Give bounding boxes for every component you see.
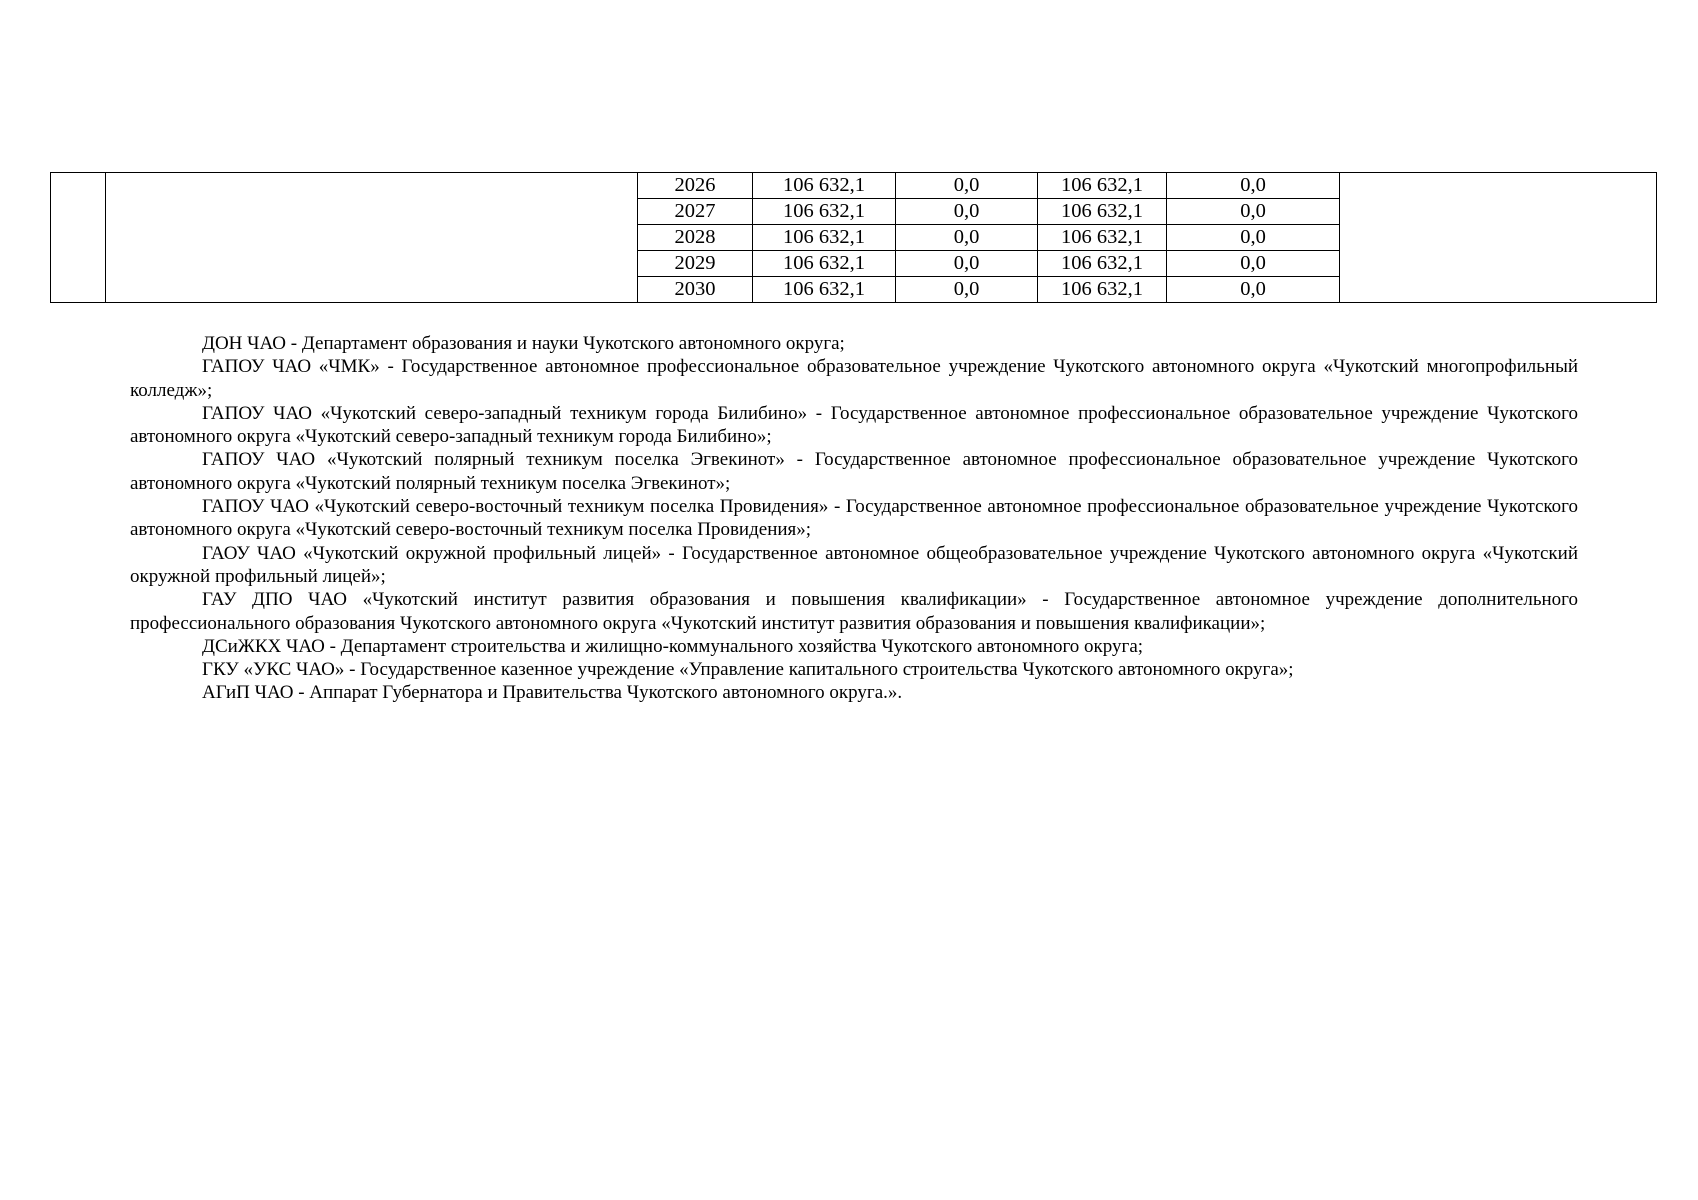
value-cell: 0,0 [896, 225, 1038, 251]
year-cell: 2030 [638, 277, 753, 303]
year-cell: 2028 [638, 225, 753, 251]
value-cell: 0,0 [1167, 225, 1340, 251]
total-cell: 106 632,1 [753, 225, 896, 251]
value-cell: 0,0 [1167, 251, 1340, 277]
value-cell: 0,0 [896, 277, 1038, 303]
total-cell: 106 632,1 [753, 251, 896, 277]
value-cell: 0,0 [896, 199, 1038, 225]
legend-item: ГАПОУ ЧАО «Чукотский северо-восточный техникум поселка Провидения» - Государственное автономное профессиональное образовательное учреждение Чукотского автономного округа «Чукотский северо-восточный техникум поселка Провидения»; [130, 496, 1578, 541]
table-row [51, 173, 1657, 199]
value-cell: 0,0 [1167, 277, 1340, 303]
legend-item: АГиП ЧАО - Аппарат Губернатора и Правительства Чукотского автономного округа.». [202, 682, 903, 704]
name-cell [106, 173, 638, 303]
value-cell: 106 632,1 [1038, 251, 1167, 277]
value-cell: 106 632,1 [1038, 173, 1167, 199]
legend-item: ГАПОУ ЧАО «Чукотский северо-западный техникум города Билибино» - Государственное автономное профессиональное образовательное учреждение Чукотского автономного округа «Чукотский северо-западный техникум города Билибино»; [130, 402, 1578, 448]
year-cell: 2026 [638, 173, 753, 199]
legend-item: ГАОУ ЧАО «Чукотский окружной профильный лицей» - Государственное автономное общеобразовательное учреждение Чукотского автономного округа «Чукотский окружной профильный лицей»; [130, 542, 1578, 587]
funding-table [50, 172, 1657, 303]
row-number-cell [51, 173, 106, 303]
value-cell: 106 632,1 [1038, 225, 1167, 251]
legend-item: ГАПОУ ЧАО «Чукотский полярный техникум поселка Эгвекинот» - Государственное автономное профессиональное образовательное учреждение Чукотского автономного округа «Чукотский полярный техникум поселка Эгвекинот»; [130, 449, 1578, 494]
legend-item: ГКУ «УКС ЧАО» - Государственное казенное учреждение «Управление капитального строительства Чукотского автономного округа»; [202, 659, 1294, 681]
year-cell: 2027 [638, 199, 753, 225]
value-cell: 0,0 [1167, 199, 1340, 225]
legend-item: ДОН ЧАО - Департамент образования и науки Чукотского автономного округа; [202, 333, 845, 354]
value-cell: 106 632,1 [1038, 277, 1167, 303]
value-cell: 0,0 [896, 173, 1038, 199]
value-cell: 0,0 [896, 251, 1038, 277]
total-cell: 106 632,1 [753, 199, 896, 225]
value-cell: 106 632,1 [1038, 199, 1167, 225]
legend-item: ГАУ ДПО ЧАО «Чукотский институт развития образования и повышения квалификации» - Государственное автономное учреждение дополнительного профессионального образования Чукотского автономного округа «Чукотский институт развития образования и повышения квалификации»; [130, 589, 1578, 634]
value-cell: 0,0 [1167, 173, 1340, 199]
total-cell: 106 632,1 [753, 277, 896, 303]
year-cell: 2029 [638, 251, 753, 277]
abbreviations-legend [130, 332, 1578, 705]
executor-cell [1340, 173, 1657, 303]
legend-item: ДСиЖКХ ЧАО - Департамент строительства и жилищно-коммунального хозяйства Чукотского автономного округа; [202, 635, 1144, 657]
total-cell: 106 632,1 [753, 173, 896, 199]
legend-item: ГАПОУ ЧАО «ЧМК» - Государственное автономное профессиональное образовательное учреждение Чукотского автономного округа «Чукотский многопрофильный колледж»; [130, 356, 1578, 401]
